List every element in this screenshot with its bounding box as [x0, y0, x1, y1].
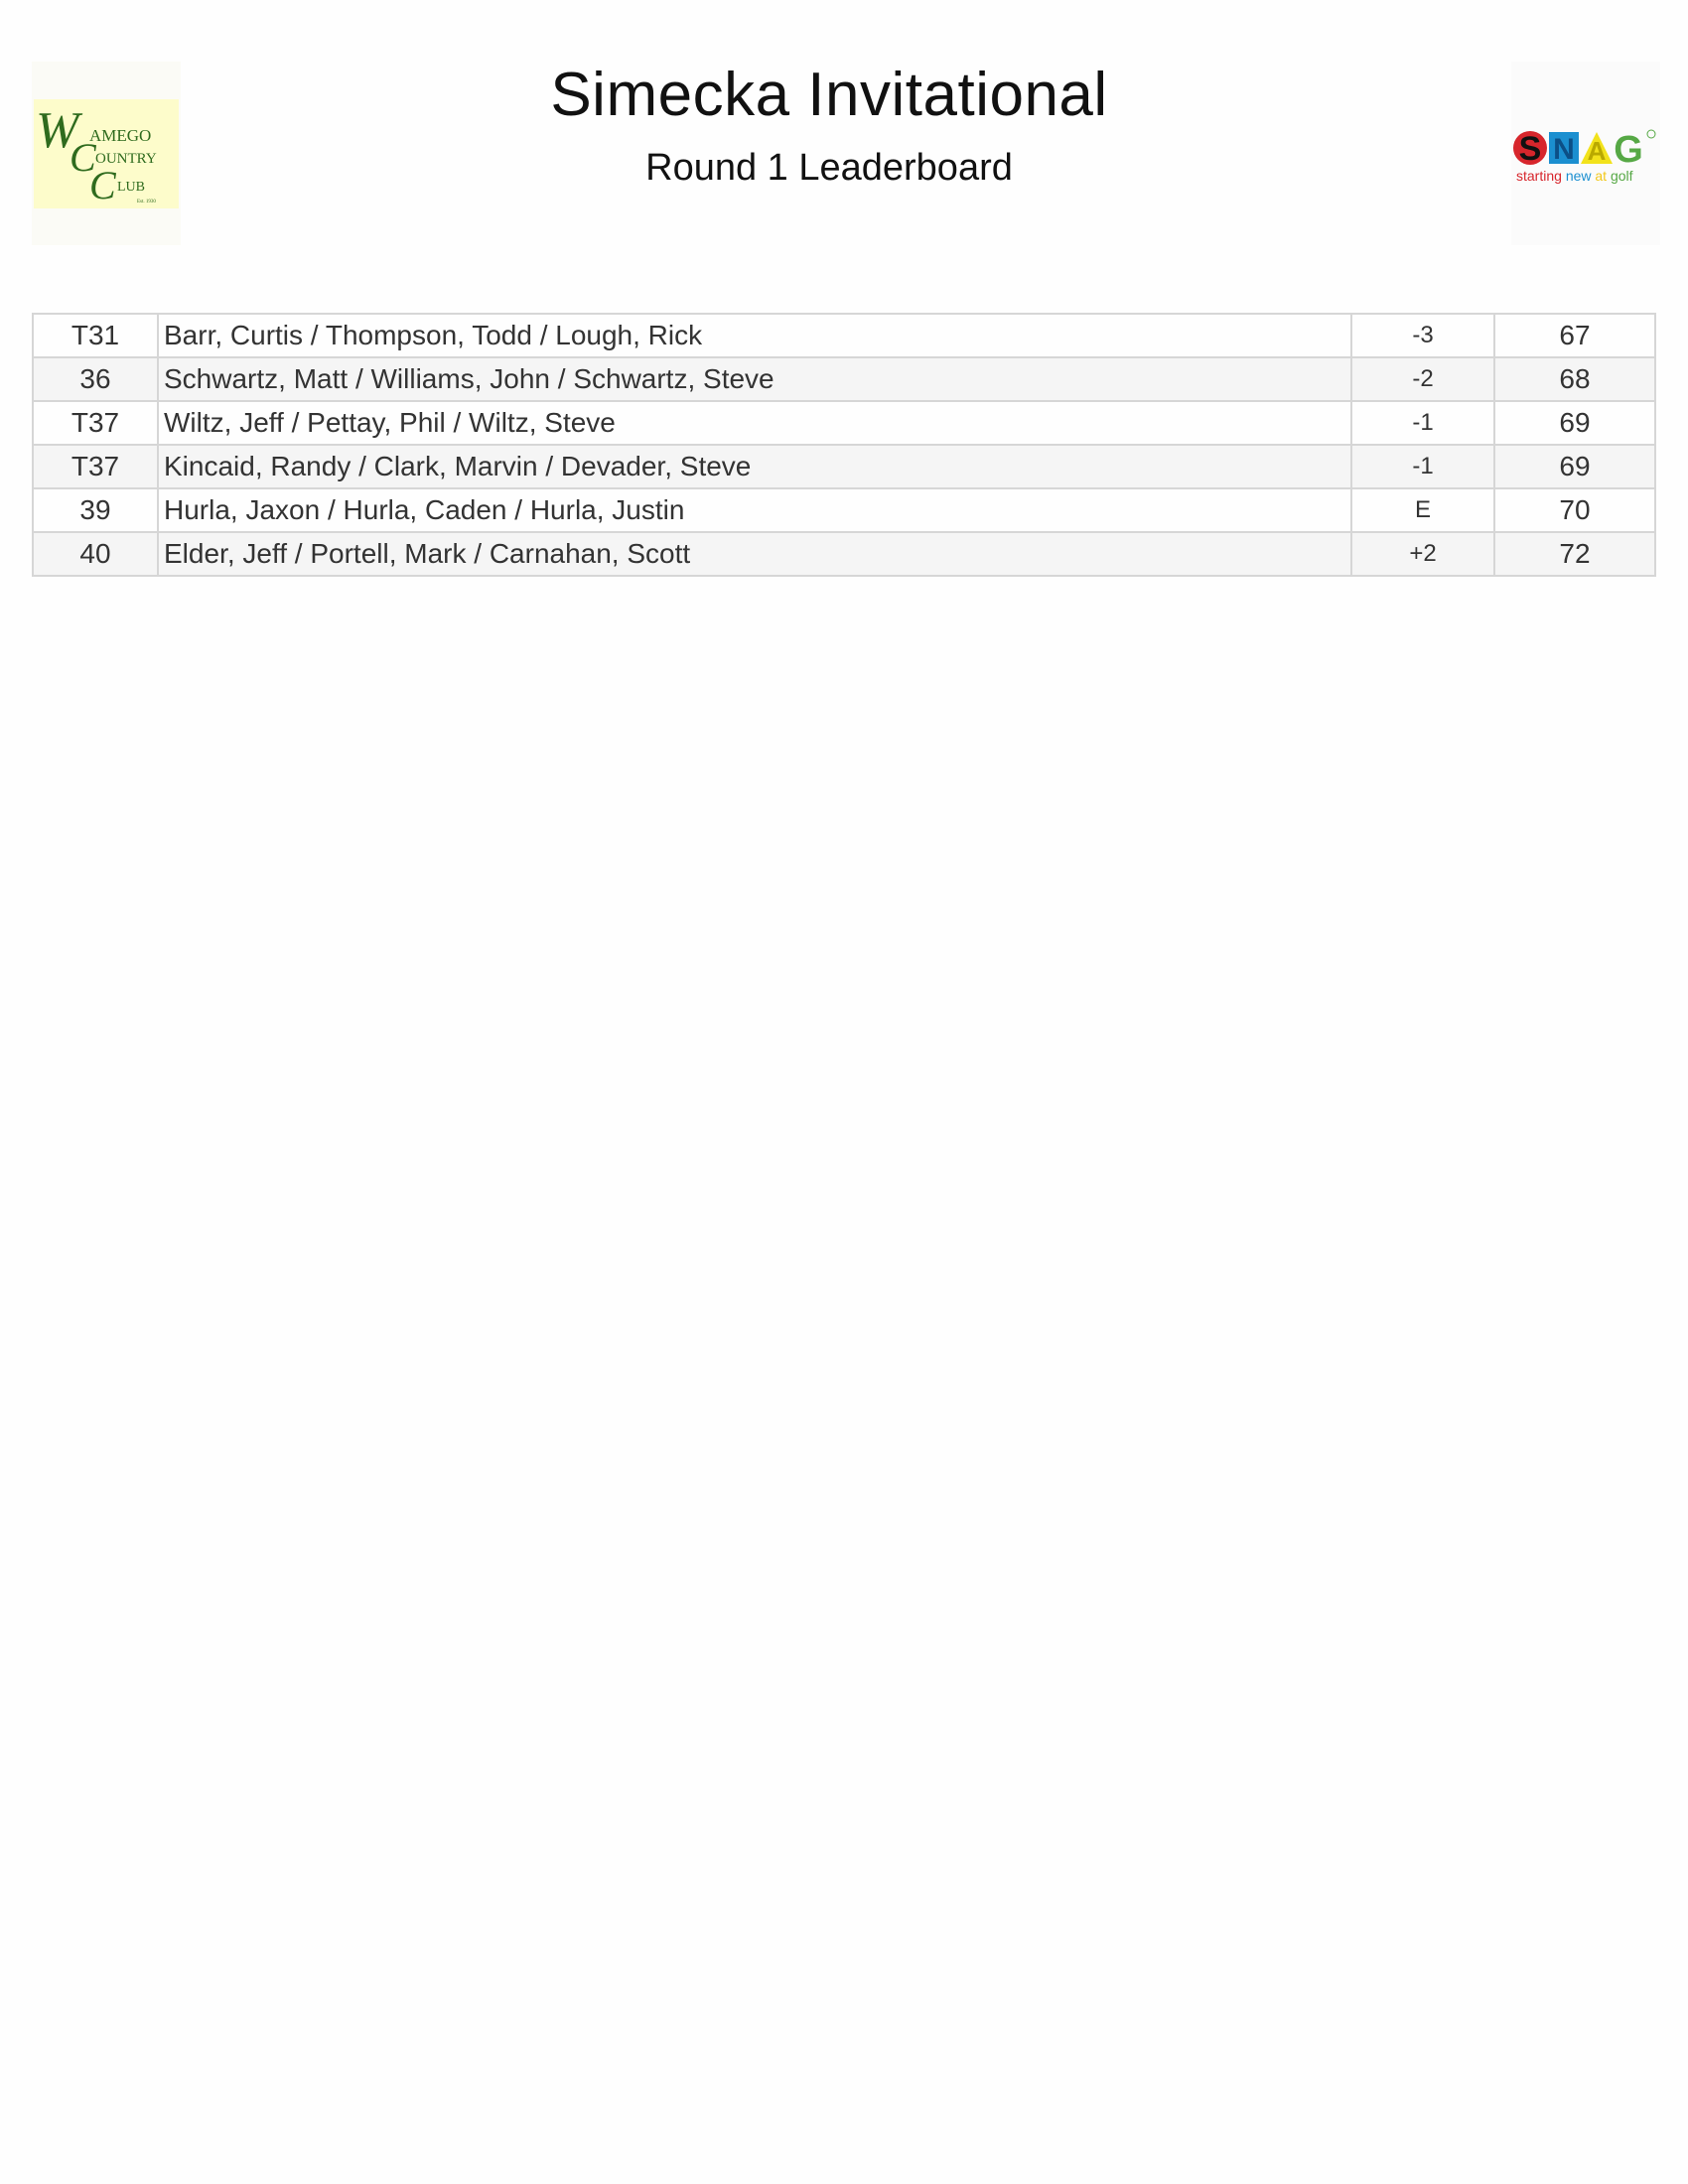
leaderboard-table [32, 313, 1656, 577]
position-cell: T37 [33, 401, 158, 445]
score-cell: 70 [1494, 488, 1655, 532]
to-par-cell: -3 [1351, 314, 1494, 357]
team-cell: Hurla, Jaxon / Hurla, Caden / Hurla, Justin [158, 488, 1351, 532]
score-cell: 72 [1494, 532, 1655, 576]
position-cell: 40 [33, 532, 158, 576]
team-cell: Elder, Jeff / Portell, Mark / Carnahan, Scott [158, 532, 1351, 576]
position-cell: T31 [33, 314, 158, 357]
logo-initial-w: W [36, 102, 79, 159]
snag-logo [1511, 62, 1660, 245]
position-cell: 39 [33, 488, 158, 532]
snag-letter-s: S [1518, 130, 1542, 168]
score-cell: 67 [1494, 314, 1655, 357]
page-header [0, 0, 1688, 258]
score-cell: 69 [1494, 445, 1655, 488]
snag-letter-a: A [1587, 136, 1607, 166]
team-cell: Kincaid, Randy / Clark, Marvin / Devader, Steve [158, 445, 1351, 488]
position-cell: 36 [33, 357, 158, 401]
to-par-cell: -1 [1351, 445, 1494, 488]
table-row [33, 532, 1655, 576]
team-cell: Wiltz, Jeff / Pettay, Phil / Wiltz, Steve [158, 401, 1351, 445]
to-par-cell: E [1351, 488, 1494, 532]
logo-initial-c1: C [70, 135, 96, 180]
table-row [33, 314, 1655, 357]
registered-mark-icon [1647, 130, 1655, 138]
snag-letter-g: G [1614, 129, 1643, 171]
table-row [33, 357, 1655, 401]
table-row [33, 401, 1655, 445]
snag-letter-n: N [1553, 133, 1575, 166]
table-row [33, 445, 1655, 488]
snag-tagline: starting new at golf [1516, 168, 1633, 184]
snag-logo-graphic [1511, 62, 1660, 245]
team-cell: Schwartz, Matt / Williams, John / Schwartz, Steve [158, 357, 1351, 401]
team-cell: Barr, Curtis / Thompson, Todd / Lough, Rick [158, 314, 1351, 357]
logo-initial-c2: C [89, 163, 116, 207]
page-title: Simecka Invitational [550, 61, 1108, 129]
score-cell: 68 [1494, 357, 1655, 401]
logo-line-lub: LUB [117, 180, 145, 195]
logo-line-amego: AMEGO [89, 126, 152, 145]
score-cell: 69 [1494, 401, 1655, 445]
logo-line-ountry: OUNTRY [95, 151, 157, 167]
to-par-cell: -2 [1351, 357, 1494, 401]
position-cell: T37 [33, 445, 158, 488]
table-row [33, 488, 1655, 532]
to-par-cell: -1 [1351, 401, 1494, 445]
to-par-cell: +2 [1351, 532, 1494, 576]
logo-est: Est. 1930 [137, 200, 156, 205]
page-subtitle: Round 1 Leaderboard [645, 147, 1013, 189]
